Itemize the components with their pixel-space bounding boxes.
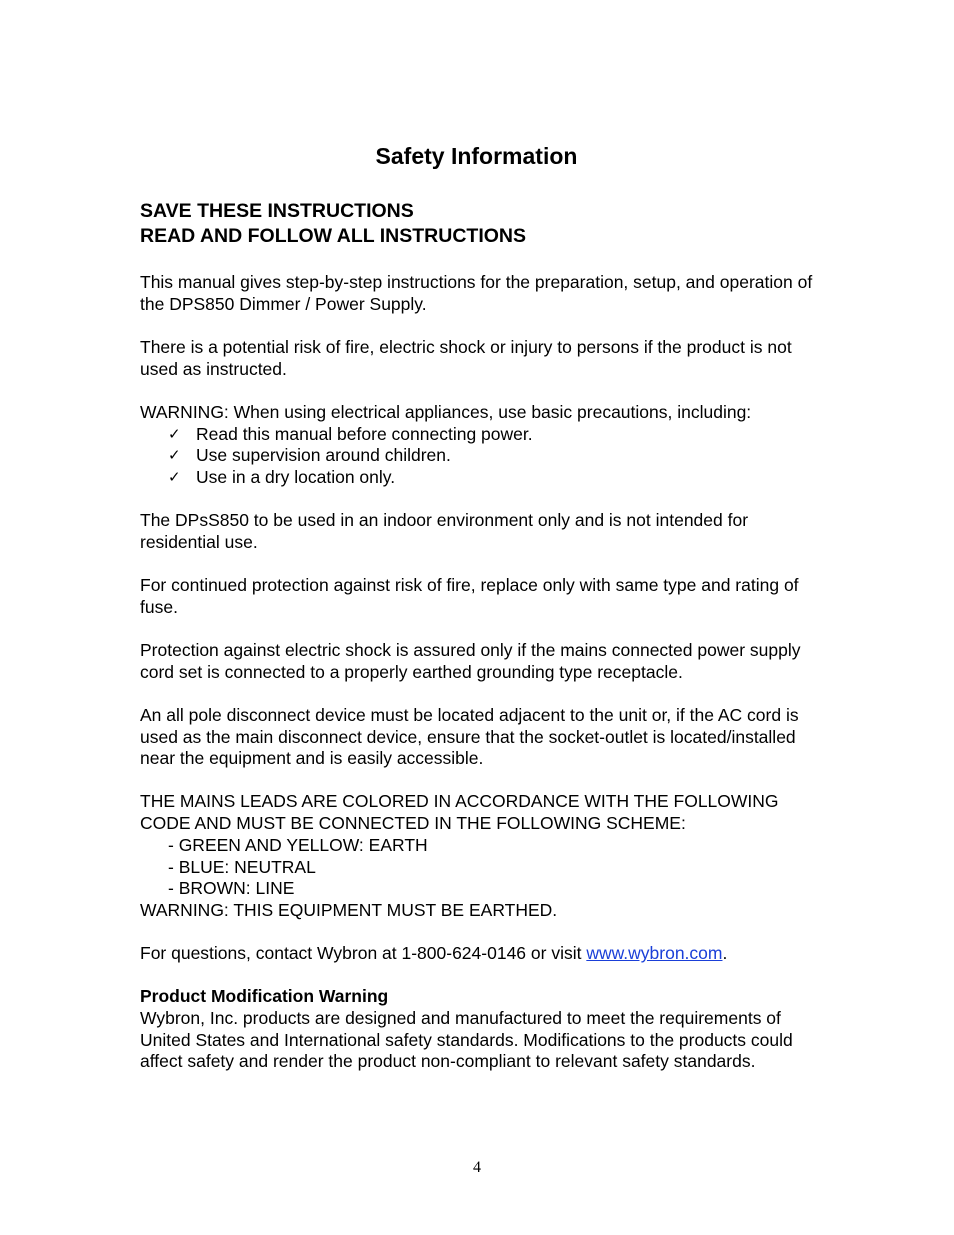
read-instructions-heading: READ AND FOLLOW ALL INSTRUCTIONS xyxy=(140,225,527,247)
contact-suffix: . xyxy=(722,943,728,964)
page-title: Safety Information xyxy=(375,143,578,169)
checklist-item-text: Use supervision around children. xyxy=(196,445,451,466)
product-modification-text: Wybron, Inc. products are designed and manufactured to meet the requirements of United States and International safety standards. Modifications to the products could affect safety and render the product non-compliant to relevant safety standards. xyxy=(140,1008,793,1072)
risk-paragraph: There is a potential risk of fire, electric shock or injury to persons if the product is not used as instructed. xyxy=(140,336,792,379)
checkmark-icon: ✓ xyxy=(168,446,181,465)
checkmark-icon: ✓ xyxy=(168,424,181,443)
instruction-headings xyxy=(140,199,526,249)
save-instructions-heading: SAVE THESE INSTRUCTIONS xyxy=(140,200,414,222)
mains-block xyxy=(140,791,830,921)
warning-block xyxy=(140,402,830,489)
scheme-item-neutral: - BLUE: NEUTRAL xyxy=(168,856,316,877)
checklist-item-text: Read this manual before connecting power. xyxy=(196,423,533,444)
body-content xyxy=(140,272,830,1073)
contact-prefix: For questions, contact Wybron at 1-800-624-0146 or visit xyxy=(140,943,587,964)
earth-warning: WARNING: THIS EQUIPMENT MUST BE EARTHED. xyxy=(140,899,558,920)
wire-color-scheme xyxy=(140,835,830,900)
electric-shock-paragraph: Protection against electric shock is assured only if the mains connected power supply cord set is connected to a properly earthed grounding type receptacle. xyxy=(140,639,801,682)
indoor-use-paragraph: The DPsS850 to be used in an indoor environment only and is not intended for residential use. xyxy=(140,510,749,552)
disconnect-paragraph: An all pole disconnect device must be located adjacent to the unit or, if the AC cord is used as the main disconnect device, ensure that the socket-outlet is located/installed near the equipment and is easily accessible. xyxy=(140,704,799,769)
contact-paragraph xyxy=(140,943,830,965)
checklist-item xyxy=(168,467,830,489)
product-modification-section xyxy=(140,986,830,1073)
scheme-item-earth: - GREEN AND YELLOW: EARTH xyxy=(168,834,428,855)
intro-paragraph: This manual gives step-by-step instructions for the preparation, setup, and operation of the DPS850 Dimmer / Power Supply. xyxy=(140,272,813,314)
fuse-paragraph: For continued protection against risk of fire, replace only with same type and rating of fuse. xyxy=(140,575,799,617)
checklist-item xyxy=(168,424,830,446)
mains-leads-text: THE MAINS LEADS ARE COLORED IN ACCORDANCE WITH THE FOLLOWING CODE AND MUST BE CONNECTED IN THE FOLLOWING SCHEME: xyxy=(140,791,779,834)
precaution-checklist xyxy=(140,424,830,489)
checklist-item xyxy=(168,445,830,467)
checkmark-icon: ✓ xyxy=(168,467,181,486)
scheme-item-line: - BROWN: LINE xyxy=(168,878,295,899)
wybron-website-link[interactable]: www.wybron.com xyxy=(586,943,723,964)
page-number: 4 xyxy=(473,1159,481,1176)
product-modification-heading: Product Modification Warning xyxy=(140,986,389,1007)
checklist-item-text: Use in a dry location only. xyxy=(196,466,396,487)
warning-intro: WARNING: When using electrical appliances, use basic precautions, including: xyxy=(140,401,752,422)
